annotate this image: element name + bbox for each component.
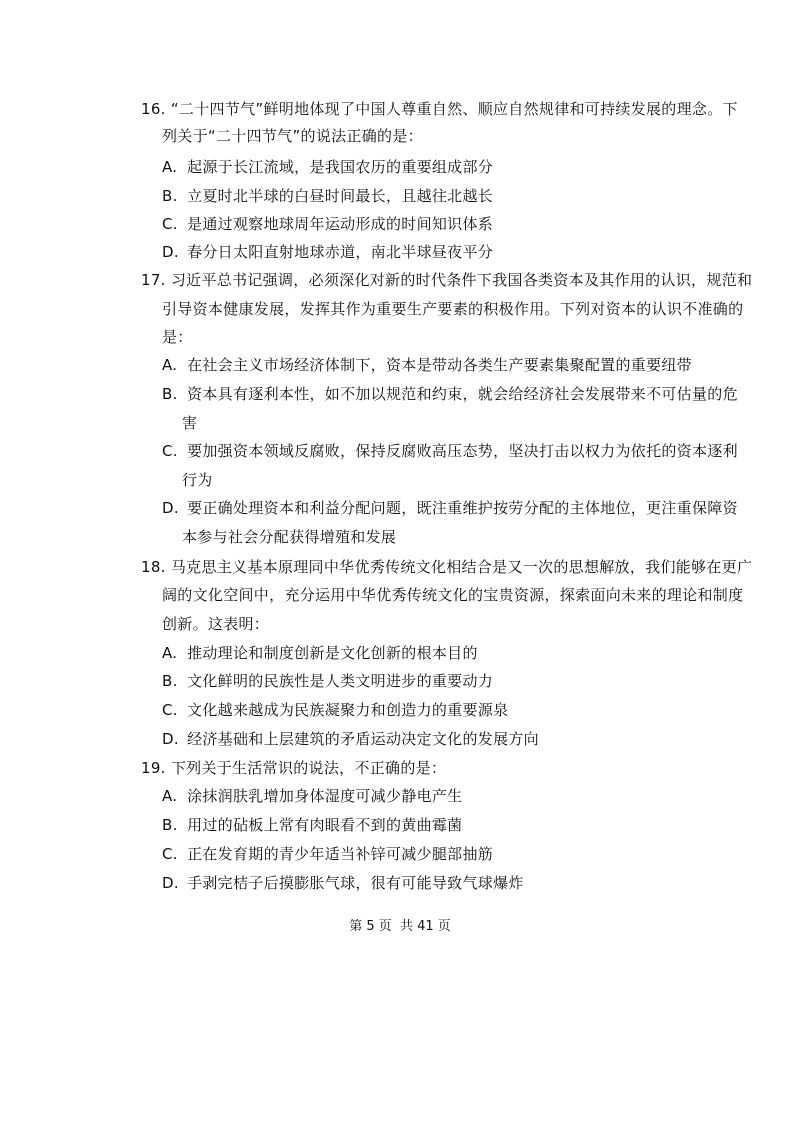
question-16-option-c (162, 214, 493, 234)
question-19-stem-text-1: 下列关于生活常识的说法，不正确的是： (170, 759, 447, 777)
question-19-option-b (162, 815, 462, 835)
option-text: 资本具有逐利本性，如不加以规范和约束，就会给经济社会发展带来不可估量的危 (187, 385, 738, 403)
question-17-option-b (162, 384, 738, 404)
option-text: 立夏时北半球的白昼时间最长，且越往北越长 (187, 187, 494, 205)
question-18-stem-line-3: 创新。这表明： (162, 615, 270, 633)
option-label: D. (162, 730, 179, 748)
question-17-stem-text-1: 习近平总书记强调，必须深化对新的时代条件下我国各类资本及其作用的认识，规范和 (170, 271, 753, 289)
question-19-option-c (162, 844, 493, 864)
question-19-stem-line-1 (141, 758, 446, 778)
question-16-stem-text-1: “二十四节气”鲜明地体现了中国人尊重自然、顺应自然规律和可持续发展的理念。下 (170, 100, 738, 118)
question-17-stem-line-2: 引导资本健康发展，发挥其作为重要生产要素的积极作用。下列对资本的认识不准确的 (162, 300, 744, 318)
option-label: C. (162, 215, 178, 233)
option-label: A. (162, 158, 178, 176)
option-label: D. (162, 243, 179, 261)
question-19-number: 19. (141, 759, 166, 777)
option-text: 要加强资本领域反腐败，保持反腐败高压态势，坚决打击以权力为依托的资本逐利 (187, 442, 738, 460)
option-label: B. (162, 816, 178, 834)
question-18-stem-line-1 (141, 557, 752, 577)
question-18-option-a (162, 643, 478, 663)
option-label: C. (162, 442, 178, 460)
question-17-option-a (162, 355, 692, 375)
option-text: 用过的砧板上常有肉眼看不到的黄曲霉菌 (187, 816, 463, 834)
question-16-option-a (162, 157, 493, 177)
option-text: 要正确处理资本和利益分配问题，既注重维护按劳分配的主体地位，更注重保障资 (187, 499, 738, 517)
question-17-option-c-continuation: 行为 (182, 471, 213, 489)
option-text: 文化越来越成为民族凝聚力和创造力的重要源泉 (187, 701, 509, 719)
option-label: C. (162, 845, 178, 863)
option-text: 经济基础和上层建筑的矛盾运动决定文化的发展方向 (187, 730, 539, 748)
question-16-option-b (162, 186, 493, 206)
option-text: 手剥完桔子后摸膨胀气球，很有可能导致气球爆炸 (187, 874, 524, 892)
option-label: B. (162, 385, 178, 403)
page-number-footer: 第 5 页 共 41 页 (349, 919, 451, 934)
option-label: C. (162, 701, 178, 719)
question-18-option-b (162, 671, 493, 691)
option-label: A. (162, 356, 178, 374)
option-text: 春分日太阳直射地球赤道，南北半球昼夜平分 (187, 243, 494, 261)
option-text: 文化鲜明的民族性是人类文明进步的重要动力 (187, 672, 494, 690)
question-16-number: 16. (141, 100, 166, 118)
question-18-stem-text-1: 马克思主义基本原理同中华优秀传统文化相结合是又一次的思想解放，我们能够在更广 (170, 558, 753, 576)
question-18-number: 18. (141, 558, 166, 576)
option-text: 起源于长江流域，是我国农历的重要组成部分 (187, 158, 494, 176)
option-label: D. (162, 874, 179, 892)
question-17-stem-line-3: 是： (162, 328, 193, 346)
question-17-number: 17. (141, 271, 166, 289)
option-text: 涂抹润肤乳增加身体湿度可减少静电产生 (187, 787, 463, 805)
question-17-option-b-continuation: 害 (182, 414, 198, 432)
question-16-stem-line-2: 列关于“二十四节气”的说法正确的是： (162, 127, 423, 145)
option-text: 正在发育期的青少年适当补锌可减少腿部抽筋 (187, 845, 494, 863)
option-text: 是通过观察地球周年运动形成的时间知识体系 (187, 215, 494, 233)
question-17-option-d-continuation: 本参与社会分配获得增殖和发展 (182, 528, 397, 546)
question-18-option-d (162, 729, 539, 749)
question-17-option-c (162, 441, 738, 461)
question-18-option-c (162, 700, 508, 720)
question-19-option-a (162, 786, 462, 806)
question-19-option-d (162, 873, 524, 893)
question-16-stem-line-1 (141, 99, 738, 119)
option-label: B. (162, 187, 178, 205)
question-18-stem-line-2: 阔的文化空间中，充分运用中华优秀传统文化的宝贵资源，探索面向未来的理论和制度 (162, 586, 744, 604)
option-text: 推动理论和制度创新是文化创新的根本目的 (187, 644, 478, 662)
question-17-stem-line-1 (141, 270, 752, 290)
question-16-option-d (162, 242, 493, 262)
option-text: 在社会主义市场经济体制下，资本是带动各类生产要素集聚配置的重要纽带 (187, 356, 692, 374)
option-label: B. (162, 672, 178, 690)
option-label: D. (162, 499, 179, 517)
option-label: A. (162, 644, 178, 662)
question-17-option-d (162, 498, 738, 518)
option-label: A. (162, 787, 178, 805)
